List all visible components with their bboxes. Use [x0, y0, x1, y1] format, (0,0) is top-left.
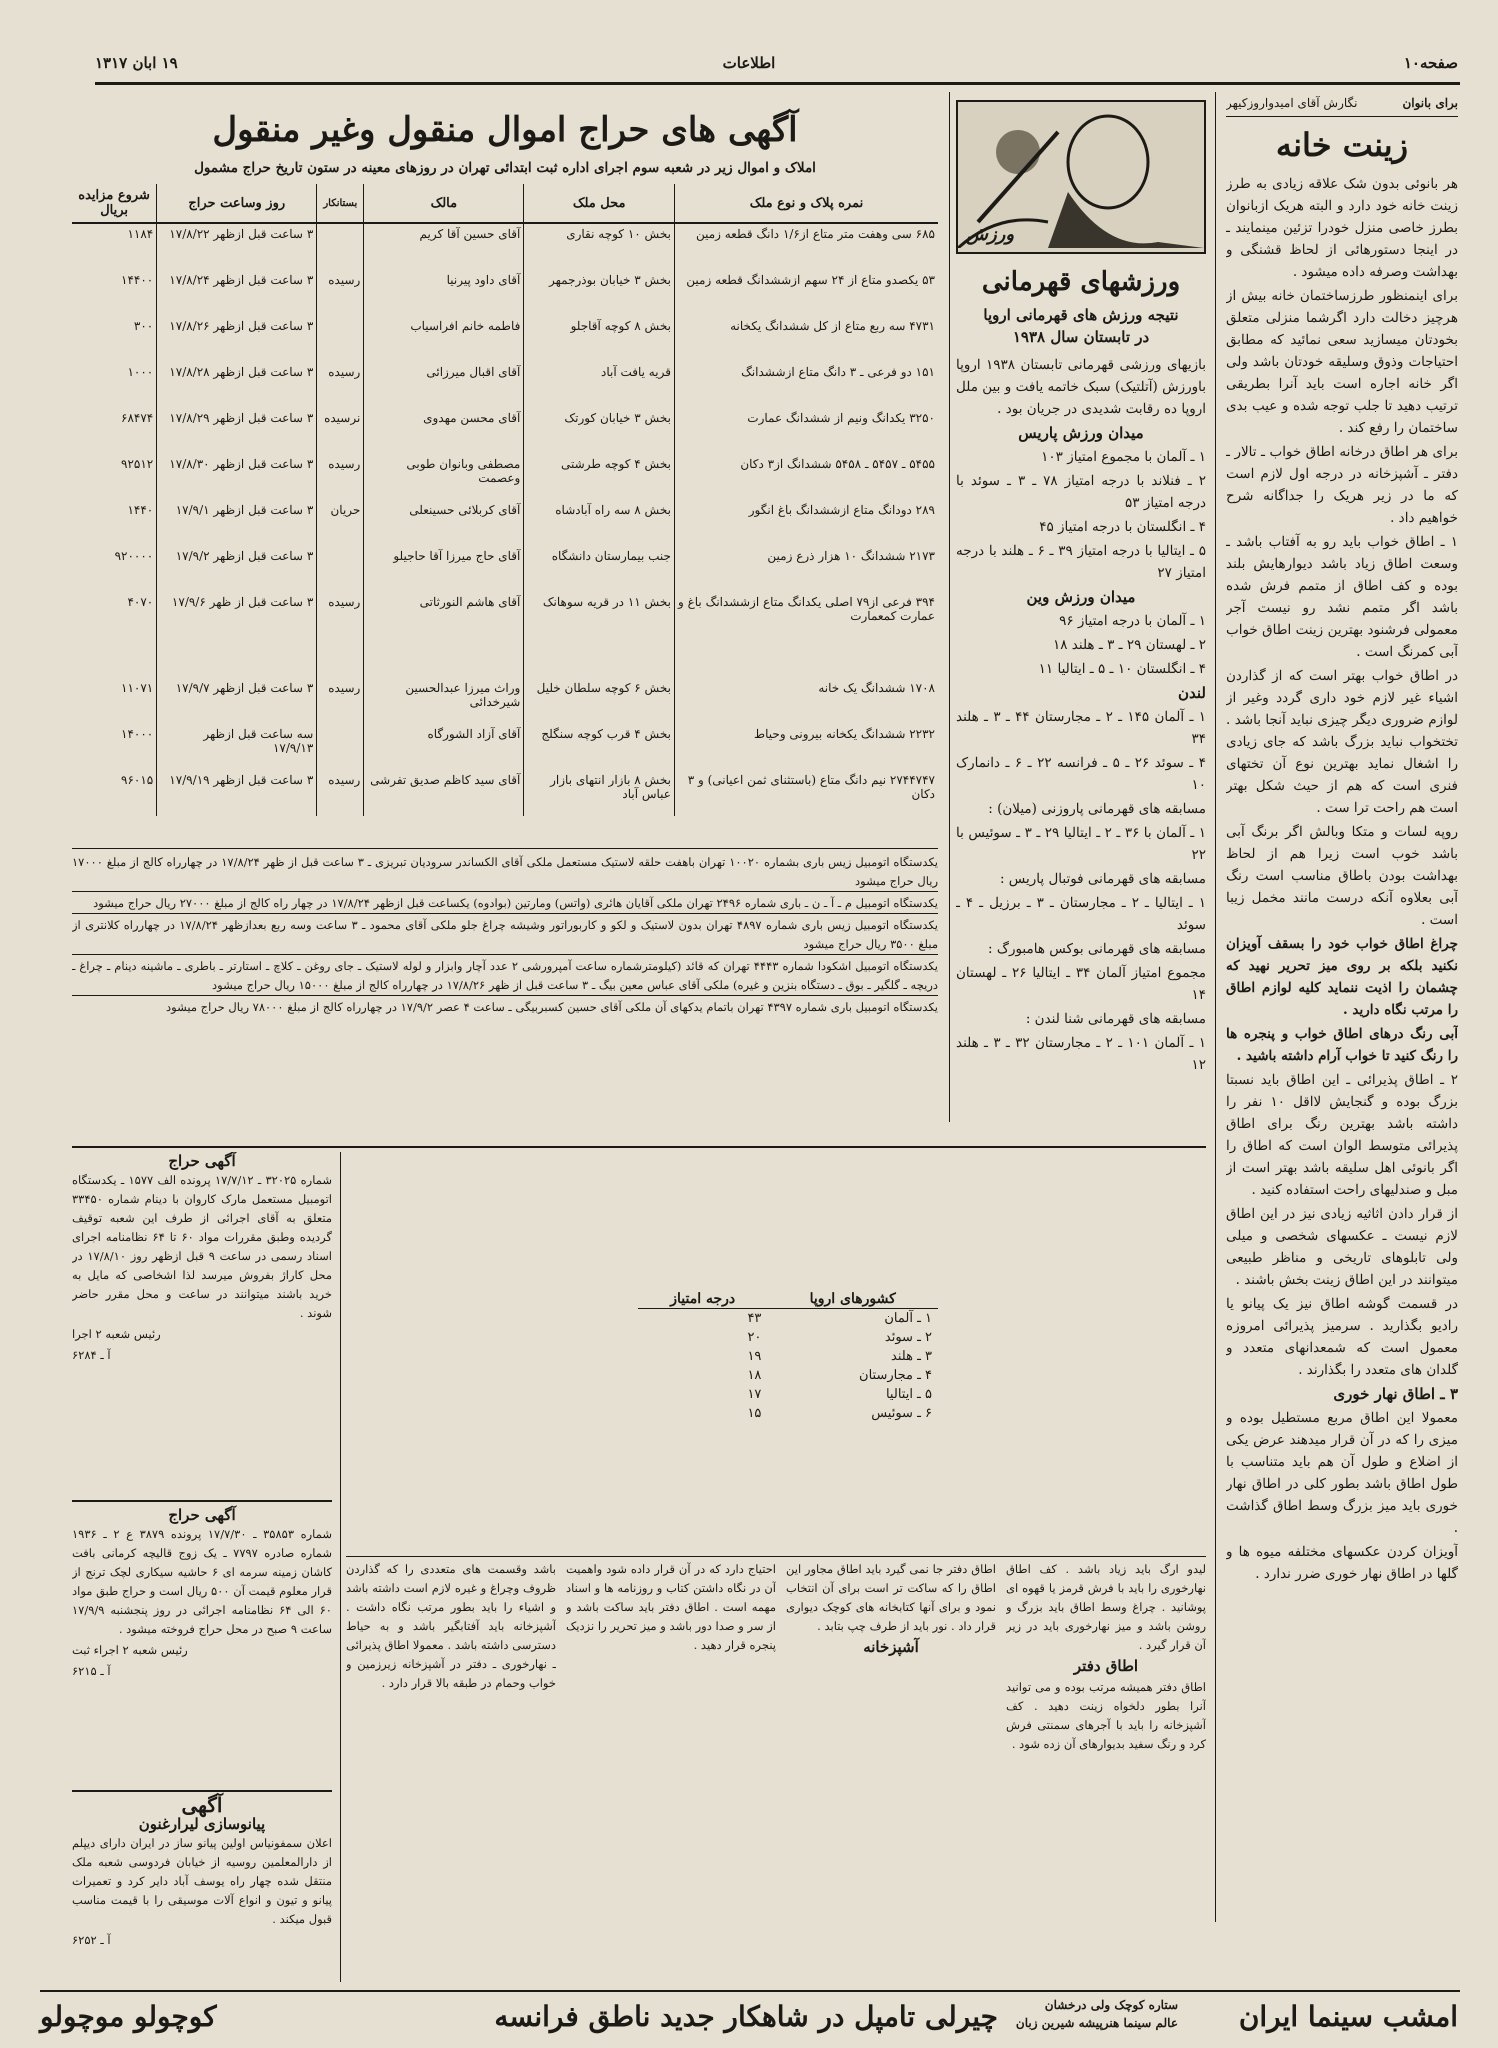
cell-owner: آقای داود پیرنیا	[364, 270, 524, 316]
cell-plaque: ۲۸۹ دودانگ متاع ازششدانگ باغ انگور	[674, 500, 938, 546]
banner-cinema: امشب سینما ایران	[1238, 2000, 1458, 2033]
table-row	[72, 223, 938, 270]
table-row	[72, 500, 938, 546]
col-header-plaque: نمره پلاک و نوع ملک	[674, 184, 938, 223]
section-heading: آشپزخانه	[863, 1638, 919, 1656]
article-title: زینت خانه	[1275, 126, 1409, 164]
cell-status	[317, 546, 364, 592]
cell-plaque: ۲۱۷۳ ششدانگ ۱۰ هزار ذرع زمین	[674, 546, 938, 592]
section-heading: اطاق دفتر	[1073, 1657, 1139, 1675]
ad-signature: رئیس شعبه ۲ اجرا	[72, 1327, 161, 1341]
column-divider	[1215, 92, 1216, 1922]
article-paragraph: از قرار دادن اثاثیه زیادی نیز در این اطاق لازم نیست ـ عکسهای شخصی و میلی ولی تابلوهای تاریخی و مناظر طبیعی میتوانند در این اطاق زینت بخش باشند .	[1226, 1206, 1458, 1288]
vehicle-item: یکدستگاه اتومبیل زیس باری شماره ۴۸۹۷ تهران بدون لاستیک و لکو و کاربوراتور وشیشه چراغ جلو ملکی آقای محمود ـ ۳ ساعت وسه ربع بعدازظهر ۱۷/۸/۲۴ در چهارراه کلانتری از مبلغ ۳۵۰۰ ریال حراج میشود	[72, 916, 938, 955]
table-row	[72, 408, 938, 454]
cell-start: ۱۴۰۰۰	[121, 727, 154, 741]
cell-location: قریه یافت آباد	[524, 362, 675, 408]
cell-location: بخش ۱۰ کوچه نقاری	[524, 223, 675, 270]
result-line: ۲ ـ فنلاند با درجه امتیاز ۷۸ ـ ۳ ـ سوئد با درجه امتیاز ۵۳	[956, 473, 1206, 511]
cell-datetime: ۳ ساعت قبل ازظهر ۱۷/۹/۱۹	[157, 770, 317, 816]
piano-ad	[72, 1790, 332, 1986]
auction-section	[72, 100, 938, 840]
result-line: مسابقه های قهرمانی پاروزنی (میلان) :	[988, 801, 1206, 817]
cell-location: بخش ۸ بازار انتهای بازار عباس آباد	[524, 770, 675, 816]
result-line: ۱ ـ آلمان با ۳۶ ـ ۲ ـ ایتالیا ۲۹ ـ ۳ ـ سوئیس با ۲۲	[956, 825, 1206, 863]
column-byline: نگارش آقای امیدواروزکیهر	[1226, 96, 1358, 110]
table-row	[72, 770, 938, 816]
cell-datetime: ۳ ساعت قبل ازظهر ۱۷/۹/۲	[157, 546, 317, 592]
cell-datetime: ۳ ساعت قبل ازظهر ۱۷/۸/۲۴	[157, 270, 317, 316]
cell-start: ۶۸۴۷۴	[121, 411, 154, 425]
col-header-datetime: روز وساعت حراج	[157, 184, 317, 223]
cell-location: بخش ۴ کوچه طرشتی	[524, 454, 675, 500]
cell-status: رسیده	[317, 678, 364, 724]
article-paragraph: اطاق دفتر همیشه مرتب بوده و می توانید آنرا بطور دلخواه زینت دهید . کف آشپزخانه را باید با آجرهای سمنتی فرش کرد و رنگ سفید بدیوارهای آن زده شود .	[1006, 1680, 1206, 1751]
banner-film-title: کوچولو موچولو	[40, 2000, 217, 2033]
cell-status: رسیده	[317, 454, 364, 500]
article-paragraph: هر بانوئی بدون شک علاقه زیادی به طرز زینت خانه خود دارد و البته هریک ازبانوان بطرز خاصی منزل خودرا تزئین مینمایند ـ در اینجا دستورهائی از لحاظ قشنگی و بهداشت وصرفه داده میشود .	[1226, 176, 1458, 280]
ad-text: شماره ۳۵۸۵۳ ـ ۱۷/۷/۳۰ پرونده ۳۸۷۹ ع ۲ ـ ۱۹۳۶ شماره صادره ۷۷۹۷ ـ یک زوج قالیچه کرمانی بافت کاشان زمینه سرمه ای ۶ حاشیه سیکاری لچک ترنج از قرار معلوم قیمت آن ۵۰۰ ریال است و حراج طبق مواد ۶۰ الی ۶۴ نظامنامه اجرائی در روز پنجشنبه ۱۷/۹/۹ ساعت ۹ صبح در محل حراج فروخته میشود .	[72, 1527, 332, 1636]
section-divider	[346, 1556, 1206, 1557]
sports-subtitle: نتیجه ورزش های قهرمانی اروپا	[983, 306, 1179, 324]
vehicle-auctions	[72, 848, 938, 1143]
cell-plaque: ۳۹۴ فرعی از۷۹ اصلی یکدانگ متاع ازششدانگ باغ و عمارت کمعمارت	[674, 592, 938, 678]
article-paragraph: برای اینمنظور طرزساختمان خانه بیش از هرچیز دخالت دارد اگرشما منزلی متعلق بخودتان میسازید سعی نمائید که مطابق احتیاجات وذوق وسلیقه خودتان باشد ولی اگر خانه اجاره است باید آنرا بطریقی ترتیب دهید تا جلب توجه شده و عیب بدی ساختمان را رفع کند .	[1226, 288, 1458, 436]
medal-country: ۱ ـ آلمان	[884, 1311, 932, 1326]
cell-owner: آقای اقبال میرزائی	[364, 362, 524, 408]
article-paragraph: آبی رنگ درهای اطاق خواب و پنجره ها را رنگ کنید تا خواب آرام داشته باشید .	[1226, 1026, 1458, 1064]
table-row	[72, 316, 938, 362]
cell-owner: آقای هاشم النورثاتی	[364, 592, 524, 678]
col-header-owner: مالک	[364, 184, 524, 223]
result-line: مسابقه های قهرمانی فوتبال پاریس :	[999, 871, 1206, 887]
cell-owner: آقای کربلائی حسینعلی	[364, 500, 524, 546]
article-paragraph: آویزان کردن عکسهای مختلفه میوه ها و گلها در اطاق نهار خوری ضرر ندارد .	[1226, 1544, 1458, 1582]
cell-datetime: ۳ ساعت قبل ازظهر ۱۷/۹/۱	[157, 500, 317, 546]
banner-tagline	[1016, 1996, 1178, 2032]
medal-country: ۵ ـ ایتالیا	[885, 1387, 932, 1402]
cell-datetime: ۳ ساعت قبل ازظهر ۱۷/۸/۲۸	[157, 362, 317, 408]
section-divider	[72, 1146, 1206, 1148]
cell-plaque: ۳۲۵۰ یکدانگ ونیم از ششدانگ عمارت	[674, 408, 938, 454]
ad-text: اعلان سمفونیاس اولین پیانو ساز در ایران دارای دیپلم از دارالمعلمین روسیه از خیابان فردوسی شعبه ملک منتقل شده چهار راه یوسف آباد دایر کرد و تعمیرات پیانو و تیون و انواع آلات موسیقی را با قیمت مناسب قبول میکند .	[72, 1836, 332, 1926]
result-line: ۴ ـ انگلستان با درجه امتیاز ۴۵	[1039, 519, 1206, 535]
cell-status: حریان	[317, 500, 364, 546]
cell-start: ۹۶۰۱۵	[121, 773, 154, 787]
cell-datetime: ۳ ساعت قبل ازظهر ۱۷/۸/۲۶	[157, 316, 317, 362]
medal-points: ۱۵	[747, 1406, 762, 1421]
banner-small-line: عالم سینما هنرپیشه شیرین زبان	[1015, 2016, 1178, 2030]
result-line: ۴ ـ انگلستان ۱۰ ـ ۵ ـ ایتالیا ۱۱	[1038, 661, 1206, 677]
cell-owner: آقای حسین آقا کریم	[364, 223, 524, 270]
cell-location: بخش ۱۱ در قریه سوهانک	[524, 592, 675, 678]
cell-start: ۴۰۷۰	[127, 595, 154, 609]
ad-title: آگهی	[181, 1793, 223, 1817]
result-line: ۱ ـ آلمان ۱۴۵ ـ ۲ ـ مجارستان ۴۴ ـ ۳ ـ هلند ۳۴	[956, 709, 1206, 747]
column-divider	[340, 1152, 341, 1982]
cell-owner: مصطفی وبانوان طوبی وعصمت	[364, 454, 524, 500]
ad-subtitle: پیانوسازی لیرارغنون	[138, 1815, 266, 1833]
table-row	[72, 592, 938, 678]
cell-plaque: ۲۷۴۴۷۴۷ نیم دانگ متاع (باستثنای ثمن اعیانی) و ۳ دکان	[674, 770, 938, 816]
auction-title: آگهی های حراج اموال منقول وغیر منقول	[212, 110, 798, 150]
cell-location: بخش ۴ قرب کوچه سنگلج	[524, 724, 675, 770]
cell-owner: آقای آزاد الشورگاه	[364, 724, 524, 770]
ad-number: آ ـ ۶۲۵۲	[72, 1933, 111, 1947]
vehicle-item: یکدستگاه اتومبیل اشکودا شماره ۴۴۴۳ تهران که قائد (کیلومترشماره ساعت آمپرورشی ۲ عدد آچار وابزار و لوله لاستیک ـ جای روغن ـ کلاچ ـ استارتر ـ باطری ـ ماشینه دینام ـ چراغ ـ دریچه ـ گلگیر ـ بوق ـ دستگاه بنزین و غیره) ملکی آقای عباس معین بیگ ـ ۳ ساعت قبل از ظهر ۱۷/۸/۲۶ در چهارراه کالج از مبلغ ۱۵۰۰۰ ریال حراج میشود	[72, 957, 938, 996]
page-number: صفحه۱۰	[1403, 54, 1458, 72]
article-paragraph: روپه لسات و متکا وبالش اگر برنگ آبی باشد خوب است زیرا هم از لحاظ بهداشت بودن باطاق مناسب است رنگ آبی بعلاوه آنکه درست مانند مخمل زیبا است .	[1226, 824, 1458, 928]
vehicle-item: یکدستگاه اتومبیل م ـ آ ـ ن ـ باری شماره ۲۴۹۶ تهران ملکی آقایان هائری (واتس) ومارتین (بوادوه) یکساعت قبل ازظهر ۱۷/۸/۲۴ در چهار راه کالج از مبلغ ۲۷۰۰۰ ریال حراج میشود	[72, 894, 938, 914]
cell-plaque: ۵۳ یکصدو متاع از ۲۴ سهم ازششدانگ قطعه زمین	[674, 270, 938, 316]
cell-datetime: ۳ ساعت قبل ازظهر ۱۷/۸/۲۹	[157, 408, 317, 454]
cell-location: بخش ۳ خیابان بوذرجمهر	[524, 270, 675, 316]
col-header-location: محل ملک	[524, 184, 675, 223]
home-article-col	[566, 1560, 776, 1980]
ad-text: شماره ۳۲۰۲۵ ـ ۱۷/۷/۱۲ پرونده الف ۱۵۷۷ ـ یکدستگاه اتومبیل مستعمل مارک کاروان با دینام شماره ۳۳۴۵۰ متعلق به آقای اجرائی از طرف این شعبه توقیف گردیده وطبق مقررات مواد ۶۰ تا ۶۴ نظامنامه اجرای اسناد رسمی در ساعت ۹ قبل ازظهر روز ۱۷/۸/۱۰ در محل کاراژ بفروش میرسد لذا اشخاصی که مایل به خرید باشند میتوانند در ساعت و محل مقرر حاضر شوند .	[72, 1173, 332, 1320]
article-paragraph: ۲ ـ اطاق پذیرائی ـ این اطاق باید نسبتا بزرگ بوده و گنجایش لااقل ۱۰ نفر را داشته باشد بهترین رنگ برای اطاق پذیرائی متوسط الوان است که اطاق را اگر بانوئی اهل سلیقه باشد بهتر است از مبل و صندلیهای راحت استفاده کنید .	[1226, 1072, 1458, 1198]
cell-start: ۱۴۴۰۰	[121, 273, 154, 287]
sports-column	[956, 100, 1206, 1530]
cell-location: بخش ۶ کوچه سلطان خلیل	[524, 678, 675, 724]
newspaper-name: اطلاعات	[722, 54, 776, 72]
cell-status: رسیده	[317, 270, 364, 316]
ad-signature: رئیس شعبه ۲ اجراء ثبت	[72, 1643, 188, 1657]
cell-status: رسیده	[317, 770, 364, 816]
ad-title: آگهی حراج	[168, 1152, 236, 1170]
cell-datetime: ۳ ساعت قبل از ظهر ۱۷/۹/۶	[157, 592, 317, 678]
result-line: ۲ ـ لهستان ۲۹ ـ ۳ ـ هلند ۱۸	[1053, 637, 1206, 653]
medal-points: ۱۷	[747, 1387, 762, 1402]
cell-owner: آقای محسن مهدوی	[364, 408, 524, 454]
medal-table	[638, 1290, 938, 1423]
cell-status	[317, 724, 364, 770]
result-line: ۱ ـ آلمان با مجموع امتیاز ۱۰۳	[1041, 449, 1206, 465]
cell-status: رسیده	[317, 592, 364, 678]
medal-table-header-points: درجه امتیاز	[638, 1290, 767, 1309]
article-paragraph: برای هر اطاق درخانه اطاق خواب ـ تالار ـ دفتر ـ آشپزخانه در درجه اول لازم است که ما در زیر هریک را جداگانه شرح خواهیم داد .	[1226, 444, 1458, 526]
article-paragraph: در اطاق خواب بهتر است که از گذاردن اشیاء غیر لازم خود داری گردد وغیر از لوازم ضروری دیگر چیزی نباید آنجا باشد . تختخواب نباید بزرگ باشد که جای زیادی را اشغال نماید بهترین نوع آن تختهای فنری است که هم از حیث شکل بهتر است هم راحت ترا ست .	[1226, 668, 1458, 816]
home-article-col	[346, 1560, 556, 1980]
cell-status: رسیده	[317, 362, 364, 408]
medal-country: ۳ ـ هلند	[891, 1349, 932, 1364]
header-rule	[95, 82, 1460, 85]
medal-points: ۴۳	[747, 1311, 762, 1326]
cell-owner: آقای سید کاظم صدیق تفرشی	[364, 770, 524, 816]
cartoon-label: ورزش	[966, 224, 1015, 245]
ad-number: آ ـ ۶۲۸۴	[72, 1348, 111, 1362]
article-paragraph: چراغ اطاق خواب خود را بسقف آویزان نکنید بلکه بر روی میز تحریر نهید که چشمان را اذیت ننماید کلیه لوازم اطاق را مرتب نگاه دارید .	[1226, 936, 1458, 1018]
cell-plaque: ۱۵۱ دو فرعی ـ ۳ دانگ متاع ازششدانگ	[674, 362, 938, 408]
table-row	[72, 678, 938, 724]
col-header-status: بستانکار	[317, 184, 364, 223]
result-line: مسابقه های قهرمانی بوکس هامبورگ :	[988, 941, 1206, 957]
cell-location: بخش ۸ کوچه آقاجلو	[524, 316, 675, 362]
cell-start: ۳۰۰	[133, 319, 154, 333]
cell-datetime: ۳ ساعت قبل ازظهر ۱۷/۸/۲۲	[157, 223, 317, 270]
col-header-start: شروع مزایده بریال	[72, 184, 157, 223]
result-line: مسابقه های قهرمانی شنا لندن :	[1025, 1011, 1206, 1027]
venue-heading: میدان ورزش وین	[1026, 588, 1136, 606]
banner-rule	[40, 1990, 1460, 1992]
result-line: ۱ ـ ایتالیا ـ ۲ ـ مجارستان ـ ۳ ـ برزیل ـ ۴ ـ سوئد	[956, 895, 1206, 933]
table-row	[72, 546, 938, 592]
sports-cartoon	[956, 100, 1206, 254]
article-paragraph: لیدو ارگ باید زیاد باشد . کف اطاق نهارخوری را باید با فرش قرمز یا قهوه ای پوشانید . چراغ وسط اطاق باید بزرگ و روشن باشد و میز نهارخوری باید در زیر آن قرار گیرد .	[1006, 1562, 1206, 1652]
medal-points: ۱۸	[747, 1368, 762, 1383]
cell-start: ۹۲۵۱۲	[121, 457, 154, 471]
column-divider	[949, 92, 950, 1122]
ad-title: آگهی حراج	[168, 1506, 236, 1524]
cell-plaque: ۲۲۳۲ ششدانگ یکخانه بیرونی وحیاط	[674, 724, 938, 770]
venue-heading: لندن	[1178, 684, 1206, 702]
issue-date: ۱۹ ابان ۱۳۱۷	[95, 54, 178, 72]
table-row	[638, 1404, 938, 1423]
cell-start: ۱۴۴۰	[127, 503, 154, 517]
cell-datetime: سه ساعت قبل ازظهر ۱۷/۹/۱۳	[157, 724, 317, 770]
vehicle-item: یکدستگاه اتومبیل باری شماره ۴۳۹۷ تهران باتمام یدکهای آن ملکی آقای حسین کسبربیگی ـ ساعت ۴ عصر ۱۷/۹/۲ در چهارراه کالج از مبلغ ۷۸۰۰۰ ریال حراج میشود	[166, 1000, 938, 1014]
banner-main: چیرلی تامپل در شاهکار جدید ناطق فرانسه	[494, 2000, 998, 2033]
table-row	[638, 1309, 938, 1329]
cell-owner: فاطمه خانم افراسیاب	[364, 316, 524, 362]
cell-owner: وراث میرزا عبدالحسین شیرخدائی	[364, 678, 524, 724]
medal-table-header-country: کشورهای اروپا	[767, 1290, 938, 1309]
medal-country: ۲ ـ سوئد	[884, 1330, 932, 1345]
cell-status	[317, 316, 364, 362]
medal-points: ۱۹	[747, 1349, 762, 1364]
table-row	[638, 1328, 938, 1347]
cell-owner: آقای حاج میرزا آقا حاجیلو	[364, 546, 524, 592]
cell-datetime: ۳ ساعت قبل ازظهر ۱۷/۸/۳۰	[157, 454, 317, 500]
cell-start: ۹۲۰۰۰۰	[114, 549, 154, 563]
table-row	[72, 270, 938, 316]
auction-table	[72, 184, 938, 816]
home-article-col	[1006, 1560, 1206, 1980]
medal-country: ۴ ـ مجارستان	[859, 1368, 932, 1383]
table-row	[72, 362, 938, 408]
article-paragraph: ۱ ـ اطاق خواب باید رو به آفتاب باشد ـ وسعت اطاق زیاد باشد دیوارهایش بلند بوده و کف اطاق از متمم فرش شده باشد اگر متمم نشد رو نیست آجر معمولی فرشنود بهترین زینت اطاق خواب آبی کمرنگ است .	[1226, 534, 1458, 660]
table-row	[638, 1347, 938, 1366]
cell-start: ۱۱۰۷۱	[121, 681, 154, 695]
cell-location: بخش ۳ خیابان کورتک	[524, 408, 675, 454]
cell-start: ۱۱۸۴	[127, 227, 154, 241]
cell-location: جنب بیمارستان دانشگاه	[524, 546, 675, 592]
article-paragraph: باشد وقسمت های متعددی را که گذاردن ظروف وچراغ و غیره لازم است داشته باشد و اشیاء را باید بطور مرتب نگاه داشت . آشپزخانه باید آفتابگیر باشد و به حیاط دسترسی داشته باشد . معمولا اطاق پذیرائی ـ نهارخوری ـ دفتر در آشپزخانه زیرزمین و خواب وحمام در طبقه بالا قرار دارد .	[346, 1562, 556, 1690]
medal-points: ۲۰	[747, 1330, 762, 1345]
women-column	[1226, 92, 1458, 1922]
sports-intro: بازیهای ورزشی قهرمانی تابستان ۱۹۳۸ اروپا باورزش (آتلتیک) سبک خاتمه یافت و بین ملل اروپا ده رقابت شدیدی در جریان بود .	[956, 357, 1206, 417]
cell-status	[317, 223, 364, 270]
result-line: ۱ ـ آلمان با درجه امتیاز ۹۶	[1059, 613, 1206, 629]
table-row	[638, 1385, 938, 1404]
result-line: ۵ ـ ایتالیا با درجه امتیاز ۳۹ ـ ۶ ـ هلند با درجه امتیاز ۲۷	[956, 543, 1206, 581]
cell-plaque: ۵۴۵۵ ـ ۵۴۵۷ ـ ۵۴۵۸ ششدانگ از۳ دکان	[674, 454, 938, 500]
cell-plaque: ۴۷۳۱ سه ربع متاع از کل ششدانگ یکخانه	[674, 316, 938, 362]
cell-datetime: ۳ ساعت قبل ازظهر ۱۷/۹/۷	[157, 678, 317, 724]
sports-title: ورزشهای قهرمانی	[981, 267, 1181, 297]
vehicle-item: یکدستگاه اتومبیل زیس باری بشماره ۱۰۰۲۰ تهران باهفت حلقه لاستیک مستعمل ملکی آقای الکساندر سرودیان تبریزی ـ ۳ ساعت قبل از ظهر ۱۷/۸/۲۴ در چهارراه کالج از مبلغ ۱۷۰۰۰ ریال حراج میشود	[72, 853, 938, 892]
ad-number: آ ـ ۶۲۱۵	[72, 1664, 111, 1678]
cell-status: نرسیده	[317, 408, 364, 454]
auction-ad-2	[72, 1500, 332, 1786]
article-paragraph: در قسمت گوشه اطاق نیز یک پیانو یا رادیو بگذارید . سرمیز پذیرائی امروزه معمول است که شمعدانهای متعدد و گلدان های متعدد را بگذارند .	[1226, 1296, 1458, 1378]
column-tag: برای بانوان	[1402, 96, 1458, 110]
home-article-col	[786, 1560, 996, 1980]
auction-subtitle: املاک و اموال زیر در شعبه سوم اجرای اداره ثبت ابتدائی تهران در روزهای معینه در ستون تاریخ حراج مشمول	[194, 160, 816, 176]
auction-ad-1	[72, 1152, 332, 1492]
cell-start: ۱۰۰۰	[127, 365, 154, 379]
table-row	[72, 454, 938, 500]
article-paragraph: اطاق دفتر جا نمی گیرد باید اطاق مجاور این اطاق را که ساکت تر است برای آن انتخاب نمود و برای آنها کتابخانه های کوچک دیواری قرار داد . نور باید از طرف چپ بتابد .	[786, 1562, 996, 1633]
article-paragraph: احتیاج دارد که در آن قرار داده شود واهمیت آن در نگاه داشتن کتاب و روزنامه ها و اسناد مهمه است . اطاق دفتر باید ساکت باشد و از سر و صدا دور باشد و میز تحریر را نزدیک پنجره قرار دهید .	[566, 1562, 776, 1652]
sports-subtitle-year: در تابستان سال ۱۹۳۸	[1012, 328, 1150, 346]
result-line: ۱ ـ آلمان ۱۰۱ ـ ۲ ـ مجارستان ۳۲ ـ ۳ ـ هلند ۱۲	[956, 1035, 1206, 1073]
venue-heading: میدان ورزش پاریس	[1018, 424, 1144, 442]
cell-plaque: ۶۸۵ سی وهفت متر متاع از۱/۶ دانگ قطعه زمین	[674, 223, 938, 270]
section-heading: ۳ ـ اطاق نهار خوری	[1333, 1385, 1458, 1403]
banner-small-line: ستاره کوچک ولی درخشان	[1044, 1998, 1178, 2012]
table-row	[72, 724, 938, 770]
cell-plaque: ۱۷۰۸ ششدانگ یک خانه	[674, 678, 938, 724]
medal-country: ۶ ـ سوئیس	[871, 1406, 932, 1421]
table-row	[638, 1366, 938, 1385]
cell-location: بخش ۸ سه راه آبادشاه	[524, 500, 675, 546]
article-paragraph: معمولا این اطاق مربع مستطیل بوده و میزی را که در آن قرار میدهند عرض یکی از اضلاع و طول آن هم باید متناسب با طول اطاق باشد بطور کلی در اطاق نهار خوری باید میز بزرگ وسط اطاق گذاشت .	[1226, 1410, 1458, 1536]
result-line: مجموع امتیاز آلمان ۳۴ ـ ایتالیا ۲۶ ـ لهستان ۱۴	[956, 965, 1206, 1003]
result-line: ۴ ـ سوئد ۲۶ ـ ۵ ـ فرانسه ۲۲ ـ ۶ ـ دانمارک ۱۰	[956, 755, 1206, 793]
